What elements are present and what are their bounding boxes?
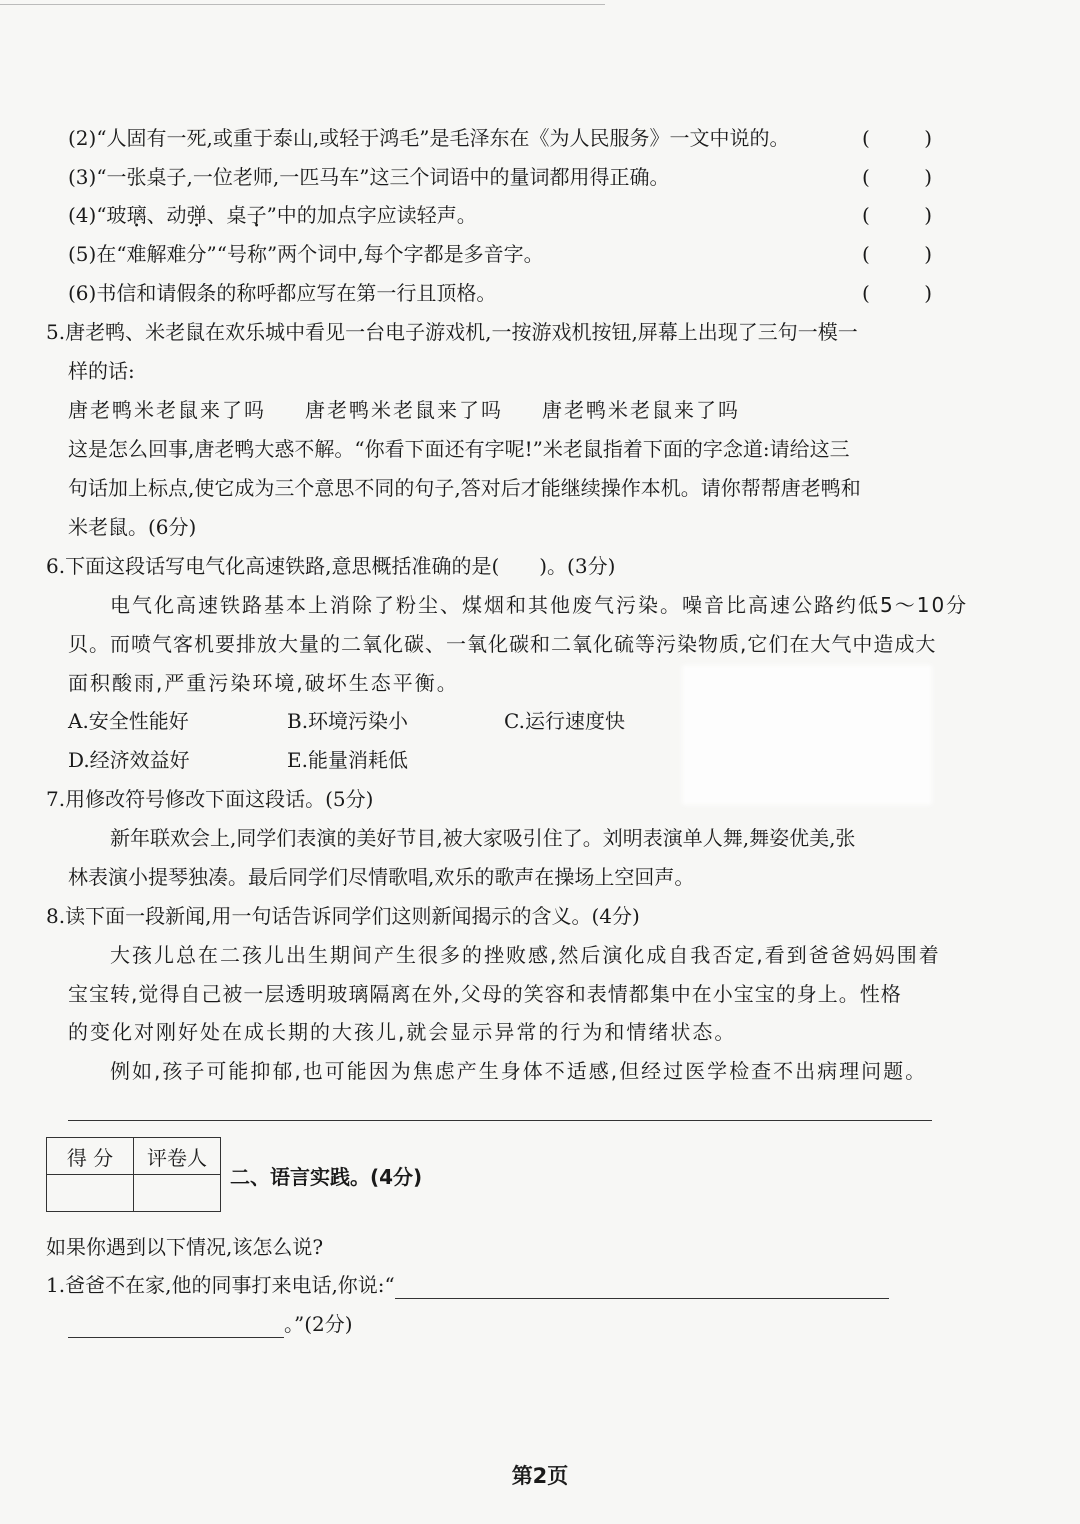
section-2-q1-cont	[68, 1310, 353, 1338]
q1-end-text: 。”(2分)	[284, 1312, 353, 1336]
judge-item-5: (5)在“难解难分”“号称”两个词中,每个字都是多音字。	[68, 242, 544, 266]
q5-sentence-2: 唐老鸭米老鼠来了吗	[305, 398, 503, 422]
paren-close: )	[924, 281, 932, 305]
q8-passage-4: 例如,孩子可能抑郁,也可能因为焦虑产生身体不适感,但经过医学检查不出病理问题。	[110, 1059, 928, 1083]
answer-blank-1[interactable]	[395, 1276, 889, 1299]
dotted-char: 璃	[126, 203, 147, 227]
q5-stem: 5.唐老鸭、米老鼠在欢乐城中看见一台电子游戏机,一按游戏机按钮,屏幕上出现了三句一模一	[46, 320, 858, 344]
paren-open: (	[862, 126, 870, 150]
q6-stem: 6.下面这段话写电气化高速铁路,意思概括准确的是( )。(3分)	[46, 554, 616, 578]
q8-passage-3: 的变化对刚好处在成长期的大孩儿,就会显示异常的行为和情绪状态。	[68, 1020, 737, 1044]
paren-open: (	[862, 242, 870, 266]
grader-cell[interactable]	[134, 1175, 221, 1212]
section-2-title: 二、语言实践。(4分)	[230, 1165, 423, 1189]
text-segment: (4)“玻	[68, 203, 127, 227]
score-cell[interactable]	[47, 1175, 134, 1212]
dotted-char: 弹	[186, 203, 207, 227]
paren-open: (	[862, 203, 870, 227]
q1-text: 1.爸爸不在家,他的同事打来电话,你说:“	[46, 1273, 395, 1297]
q6-option-b[interactable]: B.环境污染小	[287, 709, 409, 733]
paren-close: )	[924, 242, 932, 266]
paren-close: )	[924, 165, 932, 189]
page-number: 第2页	[511, 1464, 569, 1488]
q5-sentence-1: 唐老鸭米老鼠来了吗	[68, 398, 266, 422]
scan-smudge	[682, 665, 932, 805]
q6-option-d[interactable]: D.经济效益好	[68, 748, 190, 772]
q6-option-c[interactable]: C.运行速度快	[504, 709, 625, 733]
judge-item-2: (2)“人固有一死,或重于泰山,或轻于鸿毛”是毛泽东在《为人民服务》一文中说的。	[68, 126, 790, 150]
judge-item-3: (3)“一张桌子,一位老师,一匹马车”这三个词语中的量词都用得正确。	[68, 165, 670, 189]
q6-passage-3: 面积酸雨,严重污染环境,破坏生态平衡。	[68, 671, 459, 695]
q5-stem-cont: 样的话:	[68, 359, 135, 383]
q5-text-1: 这是怎么回事,唐老鸭大惑不解。“你看下面还有字呢!”米老鼠指着下面的字念道:请给这三	[68, 437, 850, 461]
q6-passage-2: 贝。而喷气客机要排放大量的二氧化碳、一氧化碳和二氧化硫等污染物质,它们在大气中造成大	[68, 632, 937, 656]
q5-sentence-3: 唐老鸭米老鼠来了吗	[542, 398, 740, 422]
answer-paren-6[interactable]	[862, 279, 932, 307]
q5-text-2: 句话加上标点,使它成为三个意思不同的句子,答对后才能继续操作本机。请你帮帮唐老鸭和	[68, 476, 861, 500]
paren-open: (	[862, 281, 870, 305]
answer-paren-5[interactable]	[862, 240, 932, 268]
paren-open: (	[862, 165, 870, 189]
q7-passage-2: 林表演小提琴独凑。最后同学们尽情歌唱,欢乐的歌声在操场上空回声。	[68, 865, 695, 889]
top-divider	[0, 4, 605, 5]
q7-stem: 7.用修改符号修改下面这段话。(5分)	[46, 787, 374, 811]
q5-text-3: 米老鼠。(6分)	[68, 515, 197, 539]
grader-header: 评卷人	[134, 1138, 221, 1175]
score-header: 得 分	[47, 1138, 134, 1175]
paren-close: )	[924, 203, 932, 227]
dotted-char: 子	[246, 203, 267, 227]
q6-option-a[interactable]: A.安全性能好	[68, 709, 189, 733]
answer-paren-3[interactable]	[862, 163, 932, 191]
q7-passage-1: 新年联欢会上,同学们表演的美好节目,被大家吸引住了。刘明表演单人舞,舞姿优美,张	[110, 826, 856, 850]
score-table	[46, 1137, 221, 1212]
section-2-intro: 如果你遇到以下情况,该怎么说?	[46, 1235, 324, 1259]
answer-line[interactable]	[68, 1120, 932, 1121]
judge-item-6: (6)书信和请假条的称呼都应写在第一行且顶格。	[68, 281, 497, 305]
answer-paren-2[interactable]	[862, 124, 932, 152]
answer-blank-2[interactable]	[68, 1315, 284, 1338]
q8-stem: 8.读下面一段新闻,用一句话告诉同学们这则新闻揭示的含义。(4分)	[46, 904, 640, 928]
q8-passage-1: 大孩儿总在二孩儿出生期间产生很多的挫败感,然后演化成自我否定,看到爸爸妈妈围着	[110, 943, 941, 967]
paren-close: )	[924, 126, 932, 150]
text-segment: ”中的加点字应读轻声。	[266, 203, 477, 227]
q8-passage-2: 宝宝转,觉得自己被一层透明玻璃隔离在外,父母的笑容和表情都集中在小宝宝的身上。性格	[68, 982, 902, 1006]
text-segment: 、桌	[206, 203, 247, 227]
text-segment: 、动	[146, 203, 187, 227]
q6-passage-1: 电气化高速铁路基本上消除了粉尘、煤烟和其他废气污染。噪音比高速公路约低5～10分	[110, 593, 969, 617]
judge-item-4	[68, 201, 477, 229]
answer-paren-4[interactable]	[862, 201, 932, 229]
q6-option-e[interactable]: E.能量消耗低	[287, 748, 408, 772]
section-2-q1	[46, 1271, 889, 1299]
